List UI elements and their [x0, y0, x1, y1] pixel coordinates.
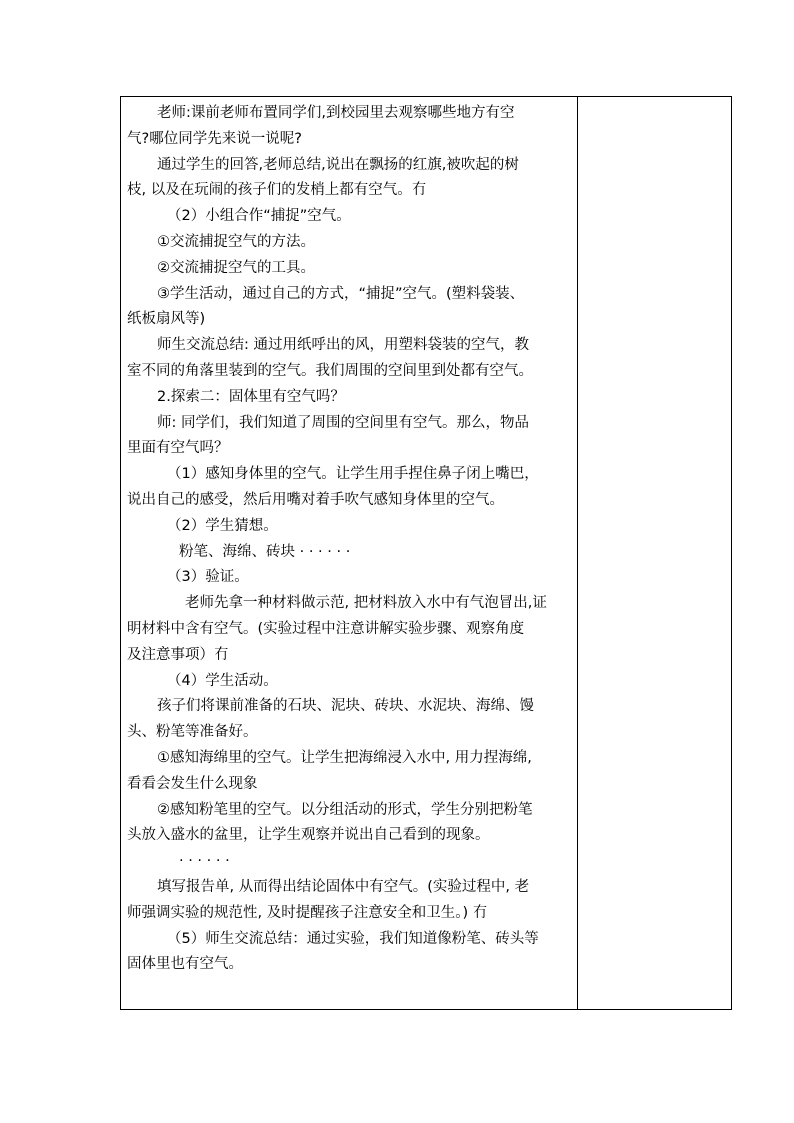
text-line: 固体里也有空气。 — [127, 956, 243, 973]
text-line: 头、粉笔等准备好。 — [127, 724, 258, 741]
text-line: 老师:课前老师布置同学们,到校园里去观察哪些地方有空 — [157, 105, 515, 121]
text-line: 通过学生的回答,老师总结,说出在飘扬的红旗,被吹起的树 — [157, 156, 519, 173]
text-line: 粉笔、海绵、砖块 · · · · · · — [179, 543, 351, 560]
text-line: 气?哪位同学先来说一说呢? — [127, 130, 302, 147]
text-line: （5）师生交流总结：通过实验，我们知道像粉笔、砖头等 — [167, 930, 539, 947]
text-line: · · · · · · — [179, 853, 230, 870]
text-line: 及注意事项）冇 — [127, 646, 229, 663]
lesson-table — [120, 96, 732, 1010]
text-line: ②感知粉笔里的空气。以分组活动的形式，学生分别把粉笔 — [157, 801, 533, 818]
notes-cell — [578, 97, 731, 1009]
text-line: 枝, 以及在玩闹的孩子们的发梢上都有空气。冇 — [127, 182, 427, 199]
text-line: （4）学生活动。 — [167, 672, 278, 689]
text-line: 师: 同学们，我们知道了周围的空间里有空气。那么，物品 — [157, 414, 529, 431]
text-line: ①交流捕捉空气的方法。 — [157, 233, 315, 250]
text-line: 孩子们将课前准备的石块、泥块、砖块、水泥块、海绵、馒 — [157, 698, 534, 715]
text-line: （3）验证。 — [167, 569, 249, 586]
text-line: （2）小组合作“捕捉”空气。 — [167, 208, 351, 225]
lesson-content-cell — [121, 97, 578, 1009]
text-line: 里面有空气吗？ — [127, 440, 229, 457]
text-line: （1）感知身体里的空气。让学生用手捏住鼻子闭上嘴巴， — [167, 466, 539, 483]
text-line: 师强调实验的规范性, 及时提醒孩子注意安全和卫生。) 冇 — [127, 904, 488, 921]
text-line: 填写报告单, 从而得出结论固体中有空气。(实验过程中, 老 — [157, 878, 530, 895]
text-line: 头放入盛水的盆里，让学生观察并说出自己看到的现象。 — [127, 827, 490, 844]
text-line: 看看会发生什么现象 — [127, 775, 258, 792]
text-line: （2）学生猜想。 — [167, 517, 278, 534]
text-line: 明材料中含有空气。(实验过程中注意讲解实验步骤、观察角度 — [127, 620, 525, 637]
text-line: ①感知海绵里的空气。让学生把海绵浸入水中, 用力捏海绵, — [157, 749, 532, 766]
text-line: 室不同的角落里装到的空气。我们周围的空间里到处都有空气。 — [127, 362, 533, 379]
text-line: 说出自己的感受，然后用嘴对着手吹气感知身体里的空气。 — [127, 491, 504, 508]
text-line: 纸板扇风等) — [127, 311, 206, 328]
text-line: 老师先拿一种材料做示范, 把材料放入水中有气泡冒出,证 — [185, 595, 547, 612]
text-line: 2.探索二：固体里有空气吗？ — [157, 388, 345, 405]
text-line: ③学生活动，通过自己的方式，“捕捉”空气。(塑料袋装、 — [157, 285, 525, 302]
text-line: ②交流捕捉空气的工具。 — [157, 259, 315, 276]
text-line: 师生交流总结: 通过用纸呼出的风，用塑料袋装的空气，教 — [157, 337, 529, 354]
